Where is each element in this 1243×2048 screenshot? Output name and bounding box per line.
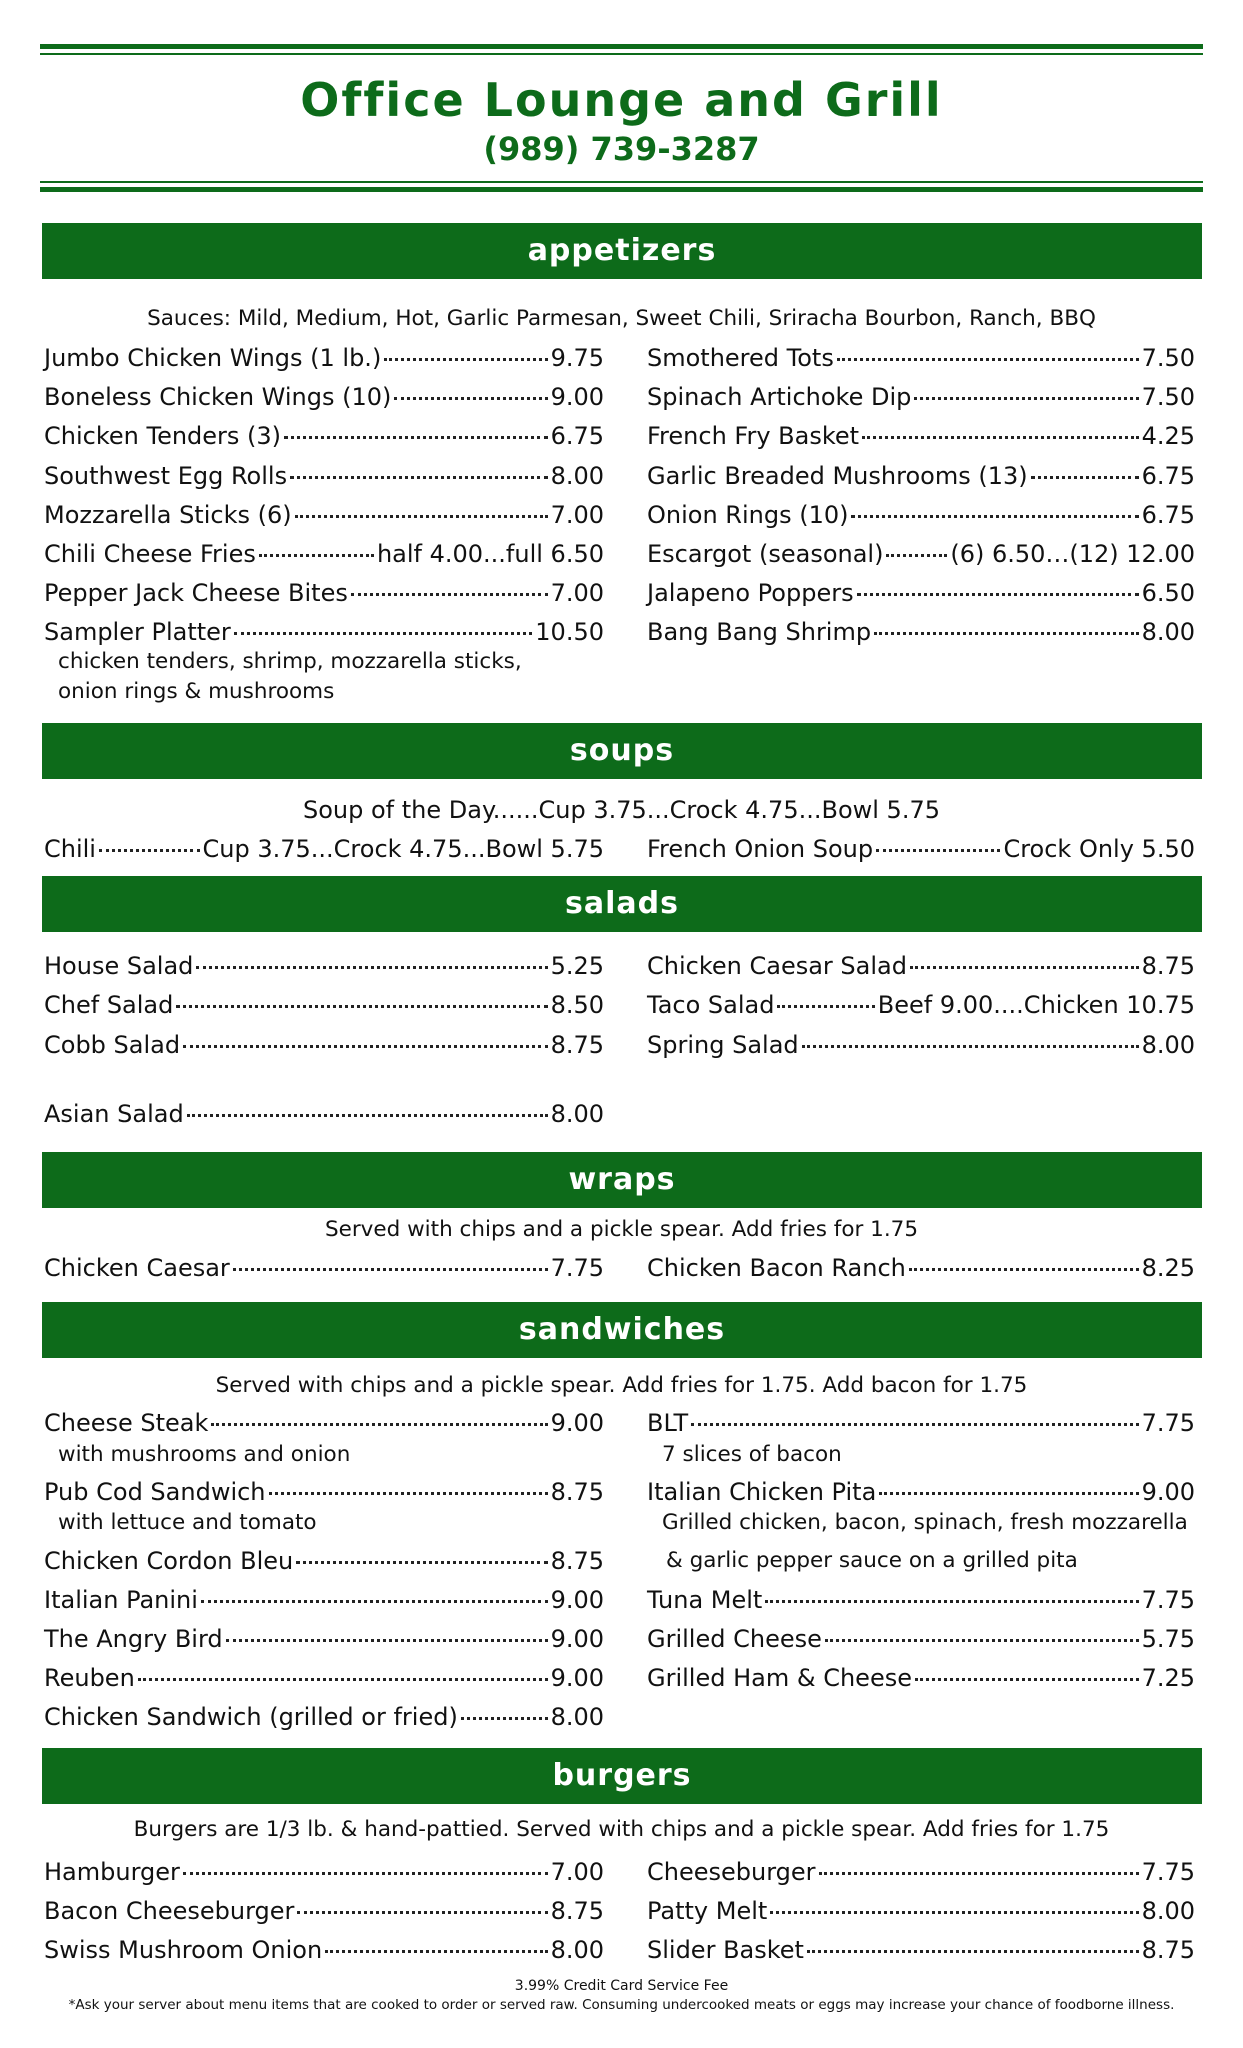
menu-item: Garlic Breaded Mushrooms (13) 6.75 bbox=[647, 462, 1195, 490]
menu-item: Cheeseburger 7.75 bbox=[647, 1858, 1195, 1886]
sampler-description: chicken tenders, shrimp, mozzarella sticks, bbox=[58, 649, 522, 674]
menu-item: Asian Salad 8.00 bbox=[44, 1100, 604, 1128]
restaurant-phone: (989) 739-3287 bbox=[483, 130, 760, 168]
menu-item: Taco Salad Beef 9.00....Chicken 10.75 bbox=[647, 991, 1195, 1019]
pita-description: Grilled chicken, bacon, spinach, fresh mozzarella bbox=[662, 1510, 1188, 1535]
burgers-note: Burgers are 1/3 lb. & hand-pattied. Served with chips and a pickle spear. Add fries for 1.75 bbox=[133, 1817, 1110, 1842]
section-header-appetizers: appetizers bbox=[42, 223, 1202, 279]
credit-card-fee: 3.99% Credit Card Service Fee bbox=[514, 1978, 729, 1994]
menu-item: Slider Basket 8.75 bbox=[647, 1936, 1195, 1964]
section-header-salads: salads bbox=[42, 876, 1202, 932]
header-rule-bottom-thin bbox=[40, 181, 1203, 183]
header-rule-top-thick bbox=[40, 44, 1203, 49]
menu-item: Swiss Mushroom Onion 8.00 bbox=[44, 1936, 604, 1964]
menu-item: Onion Rings (10) 6.75 bbox=[647, 501, 1195, 529]
menu-item: BLT 7.75 bbox=[647, 1409, 1195, 1437]
menu-item: Mozzarella Sticks (6) 7.00 bbox=[44, 501, 604, 529]
header-rule-top-thin bbox=[40, 53, 1203, 55]
menu-item: Patty Melt 8.00 bbox=[647, 1897, 1195, 1925]
menu-item: Cobb Salad 8.75 bbox=[44, 1031, 604, 1059]
menu-item: House Salad 5.25 bbox=[44, 952, 604, 980]
menu-item: Chef Salad 8.50 bbox=[44, 991, 604, 1019]
menu-item: Bang Bang Shrimp 8.00 bbox=[647, 618, 1195, 646]
cheese-steak-description: with mushrooms and onion bbox=[58, 1442, 351, 1467]
pita-description: & garlic pepper sauce on a grilled pita bbox=[666, 1548, 1078, 1573]
menu-item: Chicken Sandwich (grilled or fried) 8.00 bbox=[44, 1703, 604, 1731]
pub-cod-description: with lettuce and tomato bbox=[58, 1510, 317, 1535]
foodborne-warning: *Ask your server about menu items that are cooked to order or served raw. Consuming undercooked meats or eggs may increase your chance of foodborne illness. bbox=[68, 1997, 1175, 2013]
sandwiches-note: Served with chips and a pickle spear. Add fries for 1.75. Add bacon for 1.75 bbox=[215, 1373, 1028, 1398]
menu-item: French Onion Soup Crock Only 5.50 bbox=[647, 835, 1195, 863]
menu-item: Grilled Cheese 5.75 bbox=[647, 1625, 1195, 1653]
section-header-soups: soups bbox=[42, 723, 1202, 779]
menu-item: Chicken Cordon Bleu 8.75 bbox=[44, 1547, 604, 1575]
menu-item: Chili Cheese Fries half 4.00...full 6.50 bbox=[44, 540, 604, 568]
sampler-description: onion rings & mushrooms bbox=[58, 679, 335, 704]
menu-item: Hamburger 7.00 bbox=[44, 1858, 604, 1886]
menu-item: Smothered Tots 7.50 bbox=[647, 344, 1195, 372]
restaurant-name: Office Lounge and Grill bbox=[300, 73, 943, 127]
menu-item: Chicken Bacon Ranch 8.25 bbox=[647, 1254, 1195, 1282]
section-header-burgers: burgers bbox=[42, 1748, 1202, 1804]
menu-item: French Fry Basket 4.25 bbox=[647, 422, 1195, 450]
menu-item: Pub Cod Sandwich 8.75 bbox=[44, 1478, 604, 1506]
menu-item: Pepper Jack Cheese Bites 7.00 bbox=[44, 579, 604, 607]
wraps-note: Served with chips and a pickle spear. Add fries for 1.75 bbox=[324, 1217, 919, 1242]
blt-description: 7 slices of bacon bbox=[662, 1442, 842, 1467]
section-header-wraps: wraps bbox=[42, 1152, 1202, 1208]
menu-item: Chili Cup 3.75...Crock 4.75...Bowl 5.75 bbox=[44, 835, 604, 863]
menu-item: Italian Panini 9.00 bbox=[44, 1586, 604, 1614]
menu-item: Bacon Cheeseburger 8.75 bbox=[44, 1897, 604, 1925]
menu-item: Jalapeno Poppers 6.50 bbox=[647, 579, 1195, 607]
soup-of-the-day: Soup of the Day......Cup 3.75...Crock 4.75...Bowl 5.75 bbox=[302, 796, 940, 824]
menu-item: Chicken Caesar Salad 8.75 bbox=[647, 952, 1195, 980]
menu-item: The Angry Bird 9.00 bbox=[44, 1625, 604, 1653]
menu-item: Escargot (seasonal) (6) 6.50…(12) 12.00 bbox=[647, 540, 1195, 568]
menu-item: Jumbo Chicken Wings (1 lb.) 9.75 bbox=[44, 344, 604, 372]
section-header-sandwiches: sandwiches bbox=[42, 1302, 1202, 1358]
menu-item: Tuna Melt 7.75 bbox=[647, 1586, 1195, 1614]
sauces-note: Sauces: Mild, Medium, Hot, Garlic Parmesan, Sweet Chili, Sriracha Bourbon, Ranch, BBQ bbox=[147, 306, 1096, 331]
menu-item: Grilled Ham & Cheese 7.25 bbox=[647, 1664, 1195, 1692]
menu-item: Boneless Chicken Wings (10) 9.00 bbox=[44, 383, 604, 411]
menu-item: Cheese Steak 9.00 bbox=[44, 1409, 604, 1437]
menu-item: Spring Salad 8.00 bbox=[647, 1031, 1195, 1059]
menu-item: Southwest Egg Rolls 8.00 bbox=[44, 462, 604, 490]
menu-item: Italian Chicken Pita 9.00 bbox=[647, 1478, 1195, 1506]
menu-item: Chicken Tenders (3) 6.75 bbox=[44, 422, 604, 450]
menu-item: Chicken Caesar 7.75 bbox=[44, 1254, 604, 1282]
menu-item: Reuben 9.00 bbox=[44, 1664, 604, 1692]
menu-item: Sampler Platter 10.50 bbox=[44, 618, 604, 646]
menu-item: Spinach Artichoke Dip 7.50 bbox=[647, 383, 1195, 411]
header-rule-bottom-thick bbox=[40, 187, 1203, 192]
